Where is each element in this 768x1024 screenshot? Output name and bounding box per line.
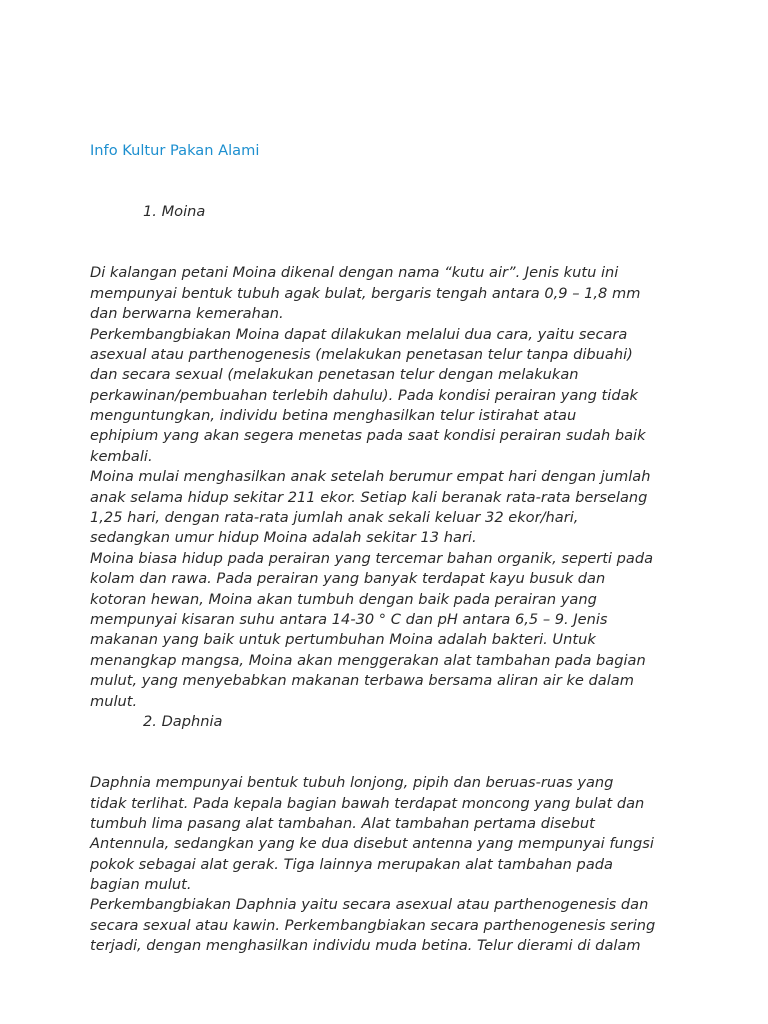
text-line: mempunyai bentuk tubuh agak bulat, bergaris tengah antara 0,9 – 1,8 mm [90, 284, 641, 302]
text-line: kolam dan rawa. Pada perairan yang banyak terdapat kayu busuk dan [90, 570, 606, 588]
document-content [90, 141, 690, 957]
daphnia-paragraphs [90, 773, 690, 957]
blank-line [90, 732, 690, 752]
text-line: Daphnia mempunyai bentuk tubuh lonjong, pipih dan beruas-ruas yang [90, 774, 614, 792]
text-line: tumbuh lima pasang alat tambahan. Alat tambahan pertama disebut [90, 814, 595, 832]
text-line: Moina biasa hidup pada perairan yang tercemar bahan organik, seperti pada [90, 549, 654, 567]
text-line: bagian mulut. [90, 876, 192, 894]
text-line: Antennula, sedangkan yang ke dua disebut antenna yang mempunyai fungsi [90, 835, 654, 853]
section-heading-moina: 1. Moina [143, 203, 206, 221]
text-line: menguntungkan, individu betina menghasilkan telur istirahat atau [90, 407, 577, 425]
text-line: perkawinan/pembuahan terlebih dahulu). Pada kondisi perairan yang tidak [90, 386, 638, 404]
text-line: kembali. [90, 447, 153, 465]
text-line: secara sexual atau kawin. Perkembangbiakan secara parthenogenesis sering [90, 916, 656, 934]
text-line: dan berwarna kemerahan. [90, 305, 284, 323]
text-line: Moina mulai menghasilkan anak setelah berumur empat hari dengan jumlah [90, 468, 651, 486]
blank-line [90, 753, 690, 773]
text-line: Di kalangan petani Moina dikenal dengan nama “kutu air”. Jenis kutu ini [90, 264, 619, 282]
text-line: dan secara sexual (melakukan penetasan telur dengan melakukan [90, 366, 579, 384]
text-line: pokok sebagai alat gerak. Tiga lainnya merupakan alat tambahan pada [90, 855, 613, 873]
text-line: asexual atau parthenogenesis (melakukan penetasan telur tanpa dibuahi) [90, 345, 633, 363]
blank-line [90, 223, 690, 243]
section-heading-daphnia: 2. Daphnia [143, 712, 223, 730]
text-line: sedangkan umur hidup Moina adalah sekitar 13 hari. [90, 529, 477, 547]
text-line: kotoran hewan, Moina akan tumbuh dengan baik pada perairan yang [90, 590, 597, 608]
text-line: 1,25 hari, dengan rata-rata jumlah anak sekali keluar 32 ekor/hari, [90, 509, 579, 527]
text-line: Perkembangbiakan Moina dapat dilakukan melalui dua cara, yaitu secara [90, 325, 628, 343]
blank-line [90, 243, 690, 263]
text-line: ephipium yang akan segera menetas pada saat kondisi perairan sudah baik [90, 427, 646, 445]
text-line: tidak terlihat. Pada kepala bagian bawah terdapat moncong yang bulat dan [90, 794, 645, 812]
document-title: Info Kultur Pakan Alami [90, 142, 260, 159]
text-line: mulut, yang menyebabkan makanan terbawa bersama aliran air ke dalam [90, 672, 634, 690]
text-line: Perkembangbiakan Daphnia yaitu secara asexual atau parthenogenesis dan [90, 896, 649, 914]
blank-line [90, 182, 690, 202]
text-line: anak selama hidup sekitar 211 ekor. Setiap kali beranak rata-rata berselang [90, 488, 648, 506]
text-line: menangkap mangsa, Moina akan menggerakan alat tambahan pada bagian [90, 651, 646, 669]
text-line: mulut. [90, 692, 138, 710]
text-line: mempunyai kisaran suhu antara 14-30 ° C dan pH antara 6,5 – 9. Jenis [90, 610, 608, 628]
blank-line [90, 161, 690, 181]
text-line: makanan yang baik untuk pertumbuhan Moina adalah bakteri. Untuk [90, 631, 596, 649]
moina-paragraphs [90, 263, 690, 712]
text-line: terjadi, dengan menghasilkan individu muda betina. Telur dierami di dalam [90, 937, 641, 955]
